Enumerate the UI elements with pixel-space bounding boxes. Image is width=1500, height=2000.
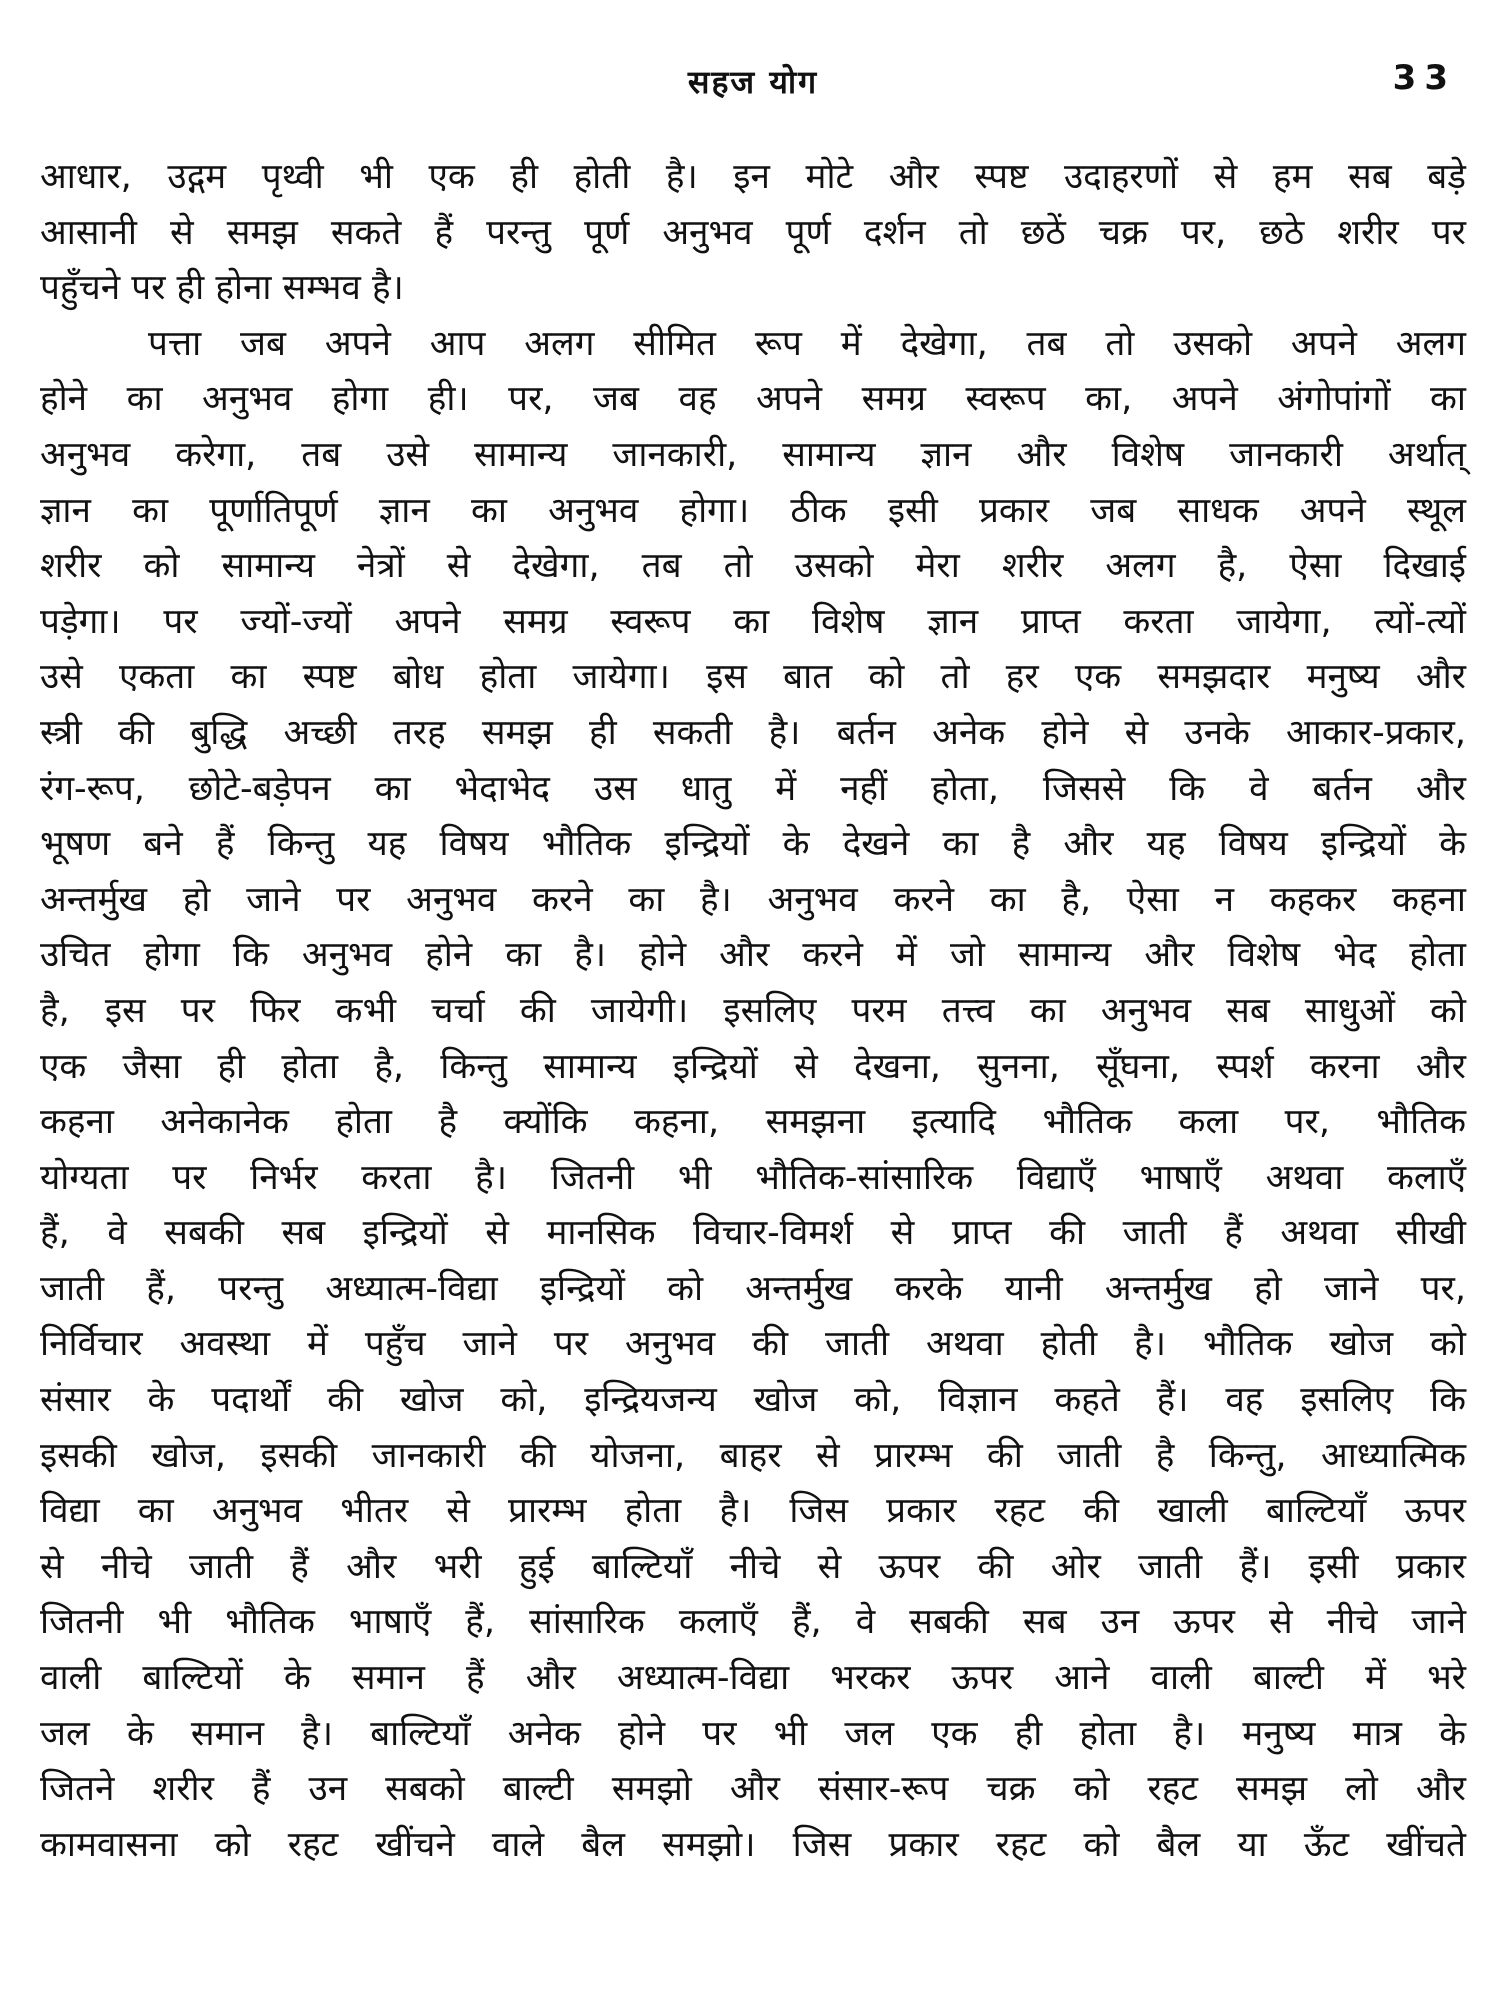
text-line: स्त्री की बुद्धि अच्छी तरह समझ ही सकती है। बर्तन अनेक होने से उनके आकार-प्रकार, xyxy=(40,712,1466,753)
text-line: कामवासना को रहट खींचने वाले बैल समझो। जिस प्रकार रहट को बैल या ऊँट खींचते xyxy=(40,1824,1466,1865)
text-line: आधार, उद्गम पृथ्वी भी एक ही होती है। इन मोटे और स्पष्ट उदाहरणों से हम सब बड़े xyxy=(40,157,1466,197)
text-line: उचित होगा कि अनुभव होने का है। होने और करने में जो सामान्य और विशेष भेद होता xyxy=(40,935,1466,976)
text-line: पहुँचने पर ही होना सम्भव है। xyxy=(40,268,404,309)
text-line: रंग-रूप, छोटे-बड़ेपन का भेदाभेद उस धातु में नहीं होता, जिससे कि वे बर्तन और xyxy=(40,768,1466,809)
text-line: इसकी खोज, इसकी जानकारी की योजना, बाहर से प्रारम्भ की जाती है किन्तु, आध्यात्मिक xyxy=(40,1435,1466,1476)
text-line: एक जैसा ही होता है, किन्तु सामान्य इन्द्रियों से देखना, सुनना, सूँघना, स्पर्श करना और xyxy=(40,1046,1466,1087)
text-line: जाती हैं, परन्तु अध्यात्म-विद्या इन्द्रियों को अन्तर्मुख करके यानी अन्तर्मुख हो जाने पर, xyxy=(40,1268,1466,1309)
text-line: जितने शरीर हैं उन सबको बाल्टी समझो और संसार-रूप चक्र को रहट समझ लो और xyxy=(40,1769,1466,1810)
text-line: पत्ता जब अपने आप अलग सीमित रूप में देखेगा, तब तो उसको अपने अलग xyxy=(148,323,1466,364)
page-header xyxy=(40,0,1466,110)
text-line: भूषण बने हैं किन्तु यह विषय भौतिक इन्द्रियों के देखने का है और यह विषय इन्द्रियों के xyxy=(40,824,1466,865)
text-line: उसे एकता का स्पष्ट बोध होता जायेगा। इस बात को तो हर एक समझदार मनुष्य और xyxy=(40,657,1466,698)
page-number: 33 xyxy=(1392,58,1456,98)
text-line: शरीर को सामान्य नेत्रों से देखेगा, तब तो उसको मेरा शरीर अलग है, ऐसा दिखाई xyxy=(40,546,1466,587)
text-line: संसार के पदार्थों की खोज को, इन्द्रियजन्य खोज को, विज्ञान कहते हैं। वह इसलिए कि xyxy=(40,1380,1466,1421)
body-text xyxy=(40,150,1466,1873)
text-line: अन्तर्मुख हो जाने पर अनुभव करने का है। अनुभव करने का है, ऐसा न कहकर कहना xyxy=(40,879,1466,920)
text-line: जल के समान है। बाल्टियाँ अनेक होने पर भी जल एक ही होता है। मनुष्य मात्र के xyxy=(40,1713,1466,1754)
running-title: सहज योग xyxy=(687,63,819,101)
text-line: पड़ेगा। पर ज्यों-ज्यों अपने समग्र स्वरूप का विशेष ज्ञान प्राप्त करता जायेगा, त्यों-त्यों xyxy=(40,601,1466,642)
text-line: कहना अनेकानेक होता है क्योंकि कहना, समझना इत्यादि भौतिक कला पर, भौतिक xyxy=(40,1102,1466,1143)
text-line: योग्यता पर निर्भर करता है। जितनी भी भौतिक-सांसारिक विद्याएँ भाषाएँ अथवा कलाएँ xyxy=(40,1157,1466,1198)
text-line: से नीचे जाती हैं और भरी हुई बाल्टियाँ नीचे से ऊपर की ओर जाती हैं। इसी प्रकार xyxy=(40,1546,1466,1587)
text-line: वाली बाल्टियों के समान हैं और अध्यात्म-विद्या भरकर ऊपर आने वाली बाल्टी में भरे xyxy=(40,1658,1466,1699)
text-line: होने का अनुभव होगा ही। पर, जब वह अपने समग्र स्वरूप का, अपने अंगोपांगों का xyxy=(40,379,1466,420)
text-line: निर्विचार अवस्था में पहुँच जाने पर अनुभव की जाती अथवा होती है। भौतिक खोज को xyxy=(40,1324,1466,1365)
text-line: है, इस पर फिर कभी चर्चा की जायेगी। इसलिए परम तत्त्व का अनुभव सब साधुओं को xyxy=(40,990,1466,1031)
text-line: आसानी से समझ सकते हैं परन्तु पूर्ण अनुभव पूर्ण दर्शन तो छठें चक्र पर, छठे शरीर पर xyxy=(40,212,1466,253)
text-line: हैं, वे सबकी सब इन्द्रियों से मानसिक विचार-विमर्श से प्राप्त की जाती हैं अथवा सीखी xyxy=(40,1213,1466,1254)
text-line: विद्या का अनुभव भीतर से प्रारम्भ होता है। जिस प्रकार रहट की खाली बाल्टियाँ ऊपर xyxy=(40,1491,1466,1532)
text-line: ज्ञान का पूर्णातिपूर्ण ज्ञान का अनुभव होगा। ठीक इसी प्रकार जब साधक अपने स्थूल xyxy=(40,490,1466,531)
text-line: अनुभव करेगा, तब उसे सामान्य जानकारी, सामान्य ज्ञान और विशेष जानकारी अर्थात् xyxy=(40,434,1466,475)
text-line: जितनी भी भौतिक भाषाएँ हैं, सांसारिक कलाएँ हैं, वे सबकी सब उन ऊपर से नीचे जाने xyxy=(40,1602,1466,1643)
